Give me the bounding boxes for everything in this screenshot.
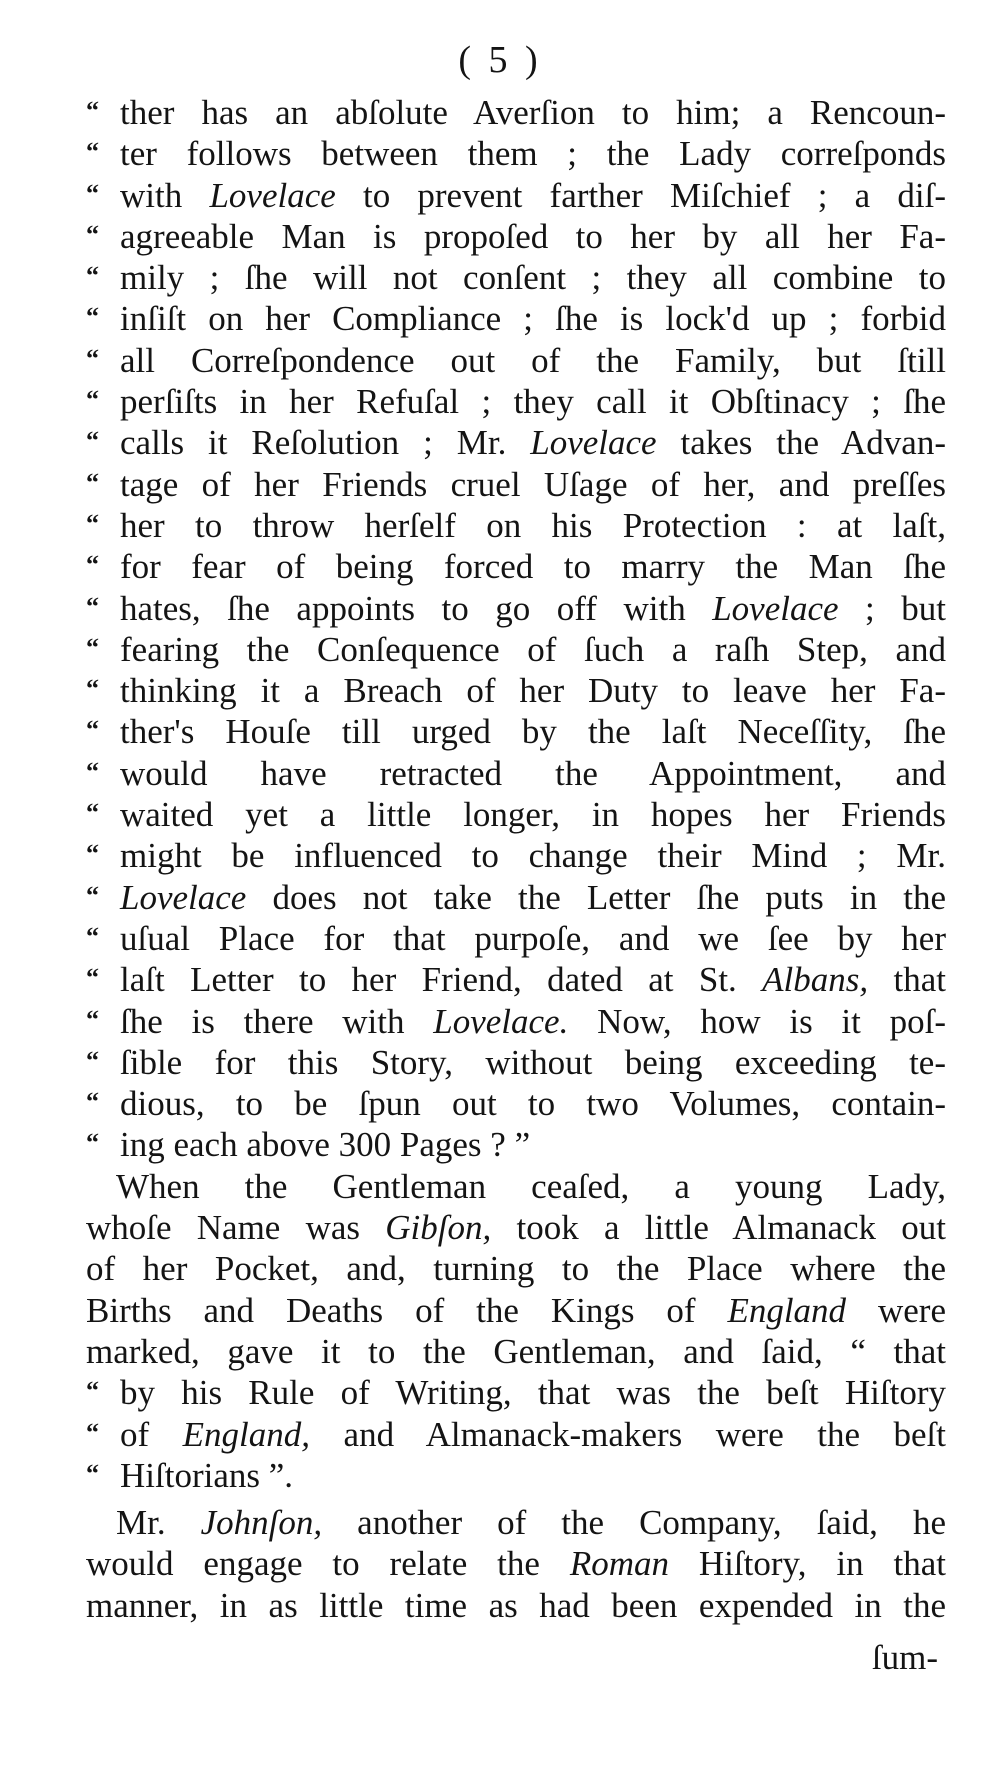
quote-mark: “ [86,302,99,332]
line-text: Now, how is it poſ- [568,1001,947,1041]
italic-text: Lovelace. [433,1001,569,1041]
text-line [86,92,946,133]
text-block [86,92,946,1626]
line-text: ther has an abſolute Averſion to him; a Rencoun- [120,93,946,132]
text-line [86,629,946,670]
italic-text: Lovelace [120,877,247,917]
line-text: inſiſt on her Compliance ; ſhe is lock'd up ; forbid [120,299,946,339]
text-line [86,1001,946,1042]
line-text: dious, to be ſpun out to two Volumes, contain- [120,1084,946,1124]
line-text: and Almanack-makers were the beſt [310,1414,946,1454]
line-text: ; but [838,588,946,628]
quote-mark: “ [86,756,99,786]
line-text: hates, ſhe appoints to go off with [120,588,713,628]
line-text: her to throw herſelf on his Protection : at laſt, [120,505,946,545]
line-text: agreeable Man is propoſed to her by all her Fa- [120,216,946,256]
quote-mark: “ [86,1128,99,1158]
text-line [86,546,946,587]
text-line [86,1124,946,1165]
line-text: whoſe Name was [86,1208,386,1248]
text-line [86,1248,946,1289]
line-text: with [120,175,210,215]
text-line [86,1372,946,1413]
text-line [86,381,946,422]
line-text: ing each above 300 Pages ? ” [120,1125,531,1165]
line-text: for fear of being forced to marry the Man ſhe [120,547,946,587]
line-text: ter follows between them ; the Lady correſponds [120,134,946,174]
quote-mark: “ [86,921,99,951]
italic-text: England, [182,1414,311,1454]
quote-mark: “ [86,591,99,621]
line-text: of [120,1414,183,1454]
text-line [86,588,946,629]
quote-mark: “ [86,550,99,580]
text-line [86,1502,946,1543]
text-line [86,257,946,298]
text-line [86,794,946,835]
italic-text: England [727,1290,847,1330]
quote-mark: “ [86,1045,99,1075]
quote-mark: “ [86,508,99,538]
text-line [86,298,946,339]
line-text: took a little Almanack out [491,1208,946,1248]
text-line [86,1331,946,1372]
text-line [86,216,946,257]
text-line [86,918,946,959]
quote-mark: “ [86,96,99,125]
text-line [86,670,946,711]
text-line [86,877,946,918]
italic-text: Gibſon, [385,1208,492,1248]
quote-mark: “ [86,1458,99,1488]
line-text: does not take the Letter ſhe puts in the [246,877,946,917]
text-line [86,133,946,174]
line-text: marked, gave it to the Gentleman, and ſaid, “ that [86,1331,946,1371]
line-text: tage of her Friends cruel Uſage of her, and preſſes [120,464,946,504]
line-text: takes the Advan- [656,423,946,463]
text-line [86,711,946,752]
line-text: of her Pocket, and, turning to the Place where the [86,1249,946,1289]
line-text: might be influenced to change their Mind ; Mr. [120,836,946,876]
italic-text: Lovelace [530,423,657,463]
text-line [86,1083,946,1124]
line-text: manner, in as little time as had been expended in the [86,1585,946,1625]
quote-mark: “ [86,219,99,249]
italic-text: Lovelace [209,175,336,215]
line-text: Hiſtory, in that [668,1544,946,1584]
quote-mark: “ [86,1087,99,1117]
line-text: that [868,960,946,1000]
text-line [86,1414,946,1455]
text-line [86,1543,946,1584]
text-line [86,1290,946,1331]
text-line [86,1455,946,1496]
text-line [86,959,946,1000]
quote-mark: “ [86,1376,99,1406]
line-text: would engage to relate the [86,1544,570,1584]
quote-mark: “ [86,880,99,910]
line-text: Hiſtorians ”. [120,1455,294,1495]
text-line [86,464,946,505]
quote-mark: “ [86,798,99,828]
line-text: perſiſts in her Refuſal ; they call it Obſtinacy ; ſhe [120,382,946,422]
italic-text: Johnſon, [200,1503,323,1543]
line-text: ſible for this Story, without being exceeding te- [120,1042,946,1082]
quote-mark: “ [86,963,99,993]
quote-mark: “ [86,674,99,704]
line-text: to prevent farther Miſchief ; a diſ- [335,175,946,215]
italic-text: Lovelace [712,588,839,628]
quote-mark: “ [86,1004,99,1034]
quote-mark: “ [86,839,99,869]
page-number: ( 5 ) [458,39,542,81]
text-line [86,340,946,381]
quote-mark: “ [86,343,99,373]
line-text: uſual Place for that purpoſe, and we ſee by her [120,918,946,958]
line-text: by his Rule of Writing, that was the beſt Hiſtory [120,1373,946,1413]
quote-mark: “ [86,467,99,497]
line-text: thinking it a Breach of her Duty to leave her Fa- [120,671,946,711]
quote-mark: “ [86,426,99,456]
quote-mark: “ [86,178,99,208]
text-line [86,175,946,216]
line-text: ther's Houſe till urged by the laſt Neceſſity, ſhe [120,712,946,752]
line-text: would have retracted the Appointment, and [120,753,946,793]
line-text: calls it Reſolution ; Mr. [120,423,531,463]
line-text: waited yet a little longer, in hopes her Friends [120,795,946,835]
line-text: Births and Deaths of the Kings of [86,1290,728,1330]
quote-mark: “ [86,385,99,415]
line-text: were [846,1290,946,1330]
line-text: Mr. [116,1503,201,1543]
italic-text: Albans, [762,960,869,1000]
text-line [86,1042,946,1083]
text-line [86,835,946,876]
line-text: When the Gentleman ceaſed, a young Lady, [116,1166,946,1206]
quote-mark: “ [86,715,99,745]
line-text: ſhe is there with [120,1001,434,1041]
quote-mark: “ [86,261,99,291]
quote-mark: “ [86,137,99,167]
line-text: another of the Company, ſaid, he [322,1503,946,1543]
text-line [86,753,946,794]
text-line [86,1585,946,1626]
quote-mark: “ [86,1417,99,1447]
quote-mark: “ [86,632,99,662]
line-text: fearing the Conſequence of ſuch a raſh Step, and [120,629,946,669]
catchword: ſum- [871,1638,938,1677]
line-text: mily ; ſhe will not conſent ; they all combine to [120,258,946,298]
text-line [86,1207,946,1248]
text-line [86,1166,946,1207]
italic-text: Roman [569,1544,669,1584]
line-text: laſt Letter to her Friend, dated at St. [120,960,763,1000]
text-line [86,422,946,463]
text-line [86,505,946,546]
line-text: all Correſpondence out of the Family, but ſtill [120,340,946,380]
